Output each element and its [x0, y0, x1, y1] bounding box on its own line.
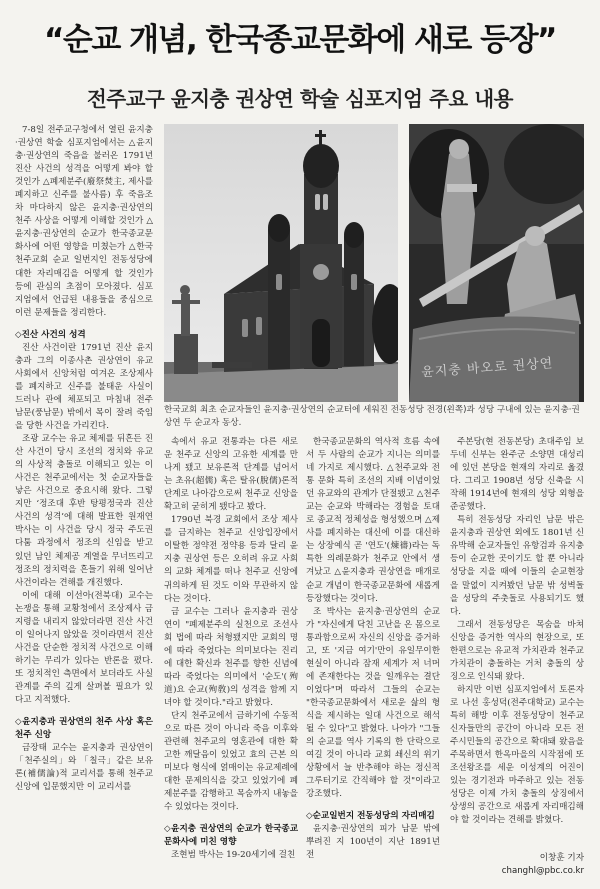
reporter-name: 이창훈 기자 — [539, 853, 584, 863]
lead-paragraph: 7-8일 전주교구청에서 열린 윤지충·권상연 학술 심포지엄에서는 △윤지충·권상연의 죽음을 불러온 1791년 진산 사건의 성격을 어떻게 봐야 할 것인가 △폐제분주(廢祭焚主, 제사를 폐지하고 신주를 불사름) 후 죽음조차 마다하지 않은 윤지충·권상연의 천주 사상을 어떻게 이해할 것인가 △윤지충·권상연의 순교가 한국종교문화사에 어떤 영향을 미쳤는가 △한국천주교회 순교 일번지인 전동성당에 대한 자리매김을 어떻게 할 것인가 등에 관심의 초점이 모아졌다. 심포지엄에서 언급된 내용들을 중심으로 이런 문제들을 정리한다. — [15, 125, 153, 318]
body-paragraph: 조현범 박사는 19-20세기에 걸친 — [171, 850, 296, 861]
body-paragraph: 그래서 전동성당은 목숨을 바쳐 신앙을 증거한 역사의 현장으로, 또 한편으로는 유교적 가치관과 천주교 가치관이 충돌하는 거처 충돌의 상징으로 인식돼 왔다. — [450, 619, 584, 682]
body-paragraph: 금장태 교수는 윤지충과 권상연이 「천주실의」와 「칠극」같은 보유론(補儒論)적 교리서를 통해 천주교 신앙에 입문했지만 이 교리서를 — [15, 743, 153, 793]
body-paragraph: 윤지충·권상연의 피가 남문 밖에 뿌려진 지 100년이 지난 1891년 전 — [306, 824, 440, 861]
body-paragraph: 하지만 이번 심포지엄에서 토론자로 나선 홍성덕(전주대학교) 교수는 특히 해방 이후 전동성당이 천주교 신자들만의 공간이 아니라 모든 전주시민들의 공간으로 확대돼 왔음을 주목하면서 한옥마을의 시작점에 또 조선왕조를 세운 이성계의 어진이 있는 경기전과 마주하고 있는 전동성당은 이제 가치 충돌의 상징에서 상생의 공간으로 새롭게 자리매김해야 할 것이라는 견해를 밝혔다. — [450, 684, 584, 826]
body-paragraph: 특히 전동성당 자리인 남문 밖은 윤지충과 권상연 외에도 1801년 신유박해 순교자들인 유항검과 유지충 등이 순교한 곳이기도 할 뿐 아니라 성당을 지을 때에 이들의 순교현장을 말없이 지켜봤던 남문 밖 성벽돌을 성당의 주춧돌로 사용되기도 했다. — [450, 515, 584, 617]
byline — [450, 852, 584, 878]
body-paragraph: 단지 천주교에서 금하기에 수동적으로 따른 것이 아니라 죽음 이후와 관련해 천주교의 영혼관에 대한 확고한 깨달음이 있었고 효의 근본 의미보다 형식에 얽매이는 유교제례에 대한 문제의식을 갖고 있었기에 폐제분주를 감행하고 목숨까지 내놓을 수 있었다는 것이다. — [164, 710, 298, 813]
body-paragraph: 조 박사는 윤지충·권상연의 순교가 "자신에게 닥친 고난을 온 몸으로 통과함으로써 자신의 신앙을 증거하고, 또 '지금 여기'만이 유일무이한 현실이 아니라 잠재 세계가 저 너머에 존재한다는 것을 일깨우는 결단이었다"며 따라서 그들의 순교는 "한국종교문화에서 새로운 삶의 형식을 제시하는 일대 사건으로 해석될 수 있다"고 밝혔다. 나아가 "그들의 순교를 역사 기록의 한 단락으로 여길 것이 아니라 교회 쇄신의 위기 상황에서 늘 반추해야 하는 정신적 그루터기로 간직해야 할 것"이라고 강조했다. — [306, 606, 440, 800]
section-heading-thought: ◇윤지충과 권상연의 천주 사상 혹은 천주 신앙 — [15, 717, 153, 741]
article-column-2 — [164, 436, 298, 876]
body-paragraph: 조광 교수는 유교 체제를 뒤흔든 진산 사건이 당시 조선의 정치와 유교의 사상적 충돌로 이해되고 있는 이 사건은 천주교에서는 첫 순교자들을 낳은 사건으로 중요시해 왔다. 그렇지만 ‘정조대 후반 탕평정국과 진산 사건의 성격’에 대해 발표한 원재연 박사는 이 사건을 당시 정국 주도권 다툼 과정에서 정조의 신임을 받고 있던 남인 체제공 계열을 무너뜨리고 정조의 정치력을 흔들기 위해 일어난 사건이라는 견해를 개진했다. — [15, 434, 153, 588]
body-paragraph: 이에 대해 이선아(전북대) 교수는 논쟁을 통해 교황청에서 조상제사 금지령을 내리지 않았더라면 진산 사건이 일어나지 않았을 것이라면서 진산 사건을 단순한 정치적 사건으로 이해하기는 무리가 있다는 반론을 폈다. 또 정치적인 측면에서 보더라도 사실 관계를 주의 깊게 살펴볼 필요가 있다고 지적했다. — [15, 590, 153, 706]
body-paragraph: 한국종교문화의 역사적 흐름 속에서 두 사람의 순교가 지니는 의미를 네 가지로 제시했다. △천주교와 전통 문화 특히 조선의 지배 이념이었던 유교와의 관계가 단절됐고 △천주교는 순교와 박해라는 경험을 토대로 종교적 정체성을 형성했으며 △제사를 폐지하는 대신에 이를 대신하는 상장예식 곧 '연도'(煉禱)라는 독특한 의례문화가 천주교 안에서 생겨났고 △윤지충과 권상연을 매개로 순교 개념이 한국종교문화에 새롭게 등장했다는 것이다. — [306, 437, 440, 604]
body-paragraph: 주본당(현 전동본당) 초대주임 보두네 신부는 완주군 소양면 대성리에 있던 본당을 현재의 자리로 옮겼다. 그리고 1908년 성당 신축을 시작해 1914년에 현재의 성당 외형을 준공했다. — [450, 437, 584, 513]
body-paragraph: 금 교수는 그러나 윤지충과 권상연이 "폐제분주의 실천으로 조선사회 법에 따라 처형됐지만 교회의 명에 따라 죽었다는 의미보다는 진리에 대한 확신과 천주를 향한 신념에 따라 죽었다는 의미에서 '순도'(殉道)요 순교(殉敎)의 성격을 함께 지녀야 할 것이다."라고 밝혔다. — [164, 606, 298, 708]
statue-inscription: 윤지충 바오로 권상연 — [420, 356, 554, 381]
article-column-1 — [15, 124, 153, 856]
section-heading-influence: ◇윤지충 권상연의 순교가 한국종교문화사에 미친 영향 — [164, 824, 298, 848]
article-column-3 — [306, 436, 440, 876]
section-heading-jeondong: ◇순교일번지 전동성당의 자리매김 — [306, 811, 435, 822]
article-column-4 — [450, 436, 584, 848]
martyr-statues-photo — [409, 124, 584, 402]
body-paragraph: 속에서 유교 전통과는 다른 새로운 천주교 신앙의 고유한 세계를 만나게 됐고 보유론적 단계를 넘어서는 초유(超儒) 혹은 탈유(脫儒)론적 단계로 나아감으로써 천주교 신앙을 확고히 굳히게 됐다고 봤다. — [164, 437, 298, 513]
headline: “순교 개념, 한국종교문화에 새로 등장” — [44, 22, 556, 58]
body-paragraph: 진산 사건이란 1791년 진산 윤지충과 그의 이종사촌 권상연이 유교 사회에서 신앙처럼 여겨온 조상제사를 폐지하고 신주를 불태운 사실이 드러나 관에 체포되고 마침내 전주 남문(풍남문) 밖에서 목이 잘려 죽임을 당한 사건을 가리킨다. — [15, 342, 153, 432]
cathedral-photo — [164, 124, 398, 402]
photo-caption: 한국교회 최초 순교자들인 윤지충·권상연의 순교터에 세워진 전동성당 전경(왼쪽)과 성당 구내에 있는 윤지충·권상연 두 순교자 동상. — [164, 405, 580, 428]
reporter-email: changhl@pbc.co.kr — [501, 866, 584, 876]
subtitle: 전주교구 윤지충 권상연 학술 심포지엄 주요 내용 — [87, 87, 513, 111]
body-paragraph: 1790년 북경 교회에서 조상 제사를 금지하는 천주교 신앙입장에서 이탈한 정약전 정약용 등과 달리 윤지충 권상연 등은 오히려 유교 사회의 교화 체계를 떠나 천주교 신앙에 귀의하게 된 것도 이와 무관하지 않다는 것이다. — [164, 515, 298, 604]
section-heading-jinsan: ◇진산 사건의 성격 — [15, 329, 86, 340]
